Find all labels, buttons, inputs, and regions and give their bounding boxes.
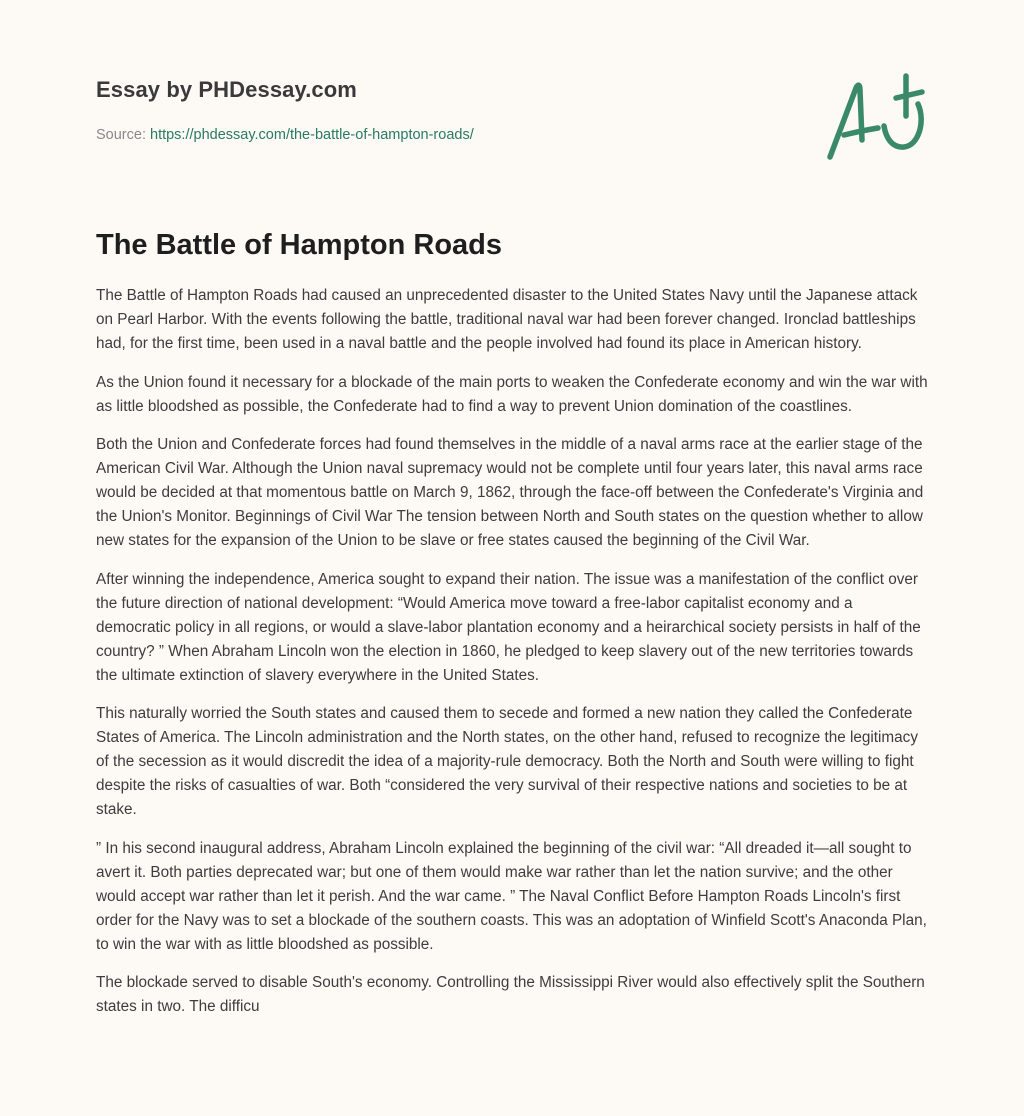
source-link[interactable]: https://phdessay.com/the-battle-of-hampton-roads/ xyxy=(150,127,474,143)
article-paragraph: This naturally worried the South states and caused them to secede and formed a new nation they called the Confederate States of America. The Lincoln administration and the North states, on the other hand, refused to recognize the legitimacy of the secession as it would discredit the idea of a majority-rule democracy. Both the North and South were willing to fight despite the risks of casualties of war. Both “considered the very survival of their respective nations and societies to be at stake. xyxy=(96,705,918,818)
article-paragraph: The Battle of Hampton Roads had caused an unprecedented disaster to the United States Navy until the Japanese attack on Pearl Harbor. With the events following the battle, traditional naval war had been forever changed. Ironclad battleships had, for the first time, been used in a naval battle and the people involved had found its place in American history. xyxy=(96,287,918,352)
site-title: Essay by PHDessay.com xyxy=(96,77,357,102)
article-paragraph: After winning the independence, America sought to expand their nation. The issue was a manifestation of the conflict over the future direction of national development: “Would America move toward a free-labor capitalist economy and a democratic policy in all regions, or would a slave-labor plantation economy and a heirarchical society persists in half of the country? ” When Abraham Lincoln won the election in 1860, he pledged to keep slavery out of the new territories towards the ultimate extinction of slavery everywhere in the United States. xyxy=(96,570,921,684)
source-line xyxy=(96,125,796,145)
article-paragraph: ” In his second inaugural address, Abraham Lincoln explained the beginning of the civil war: “All dreaded it—all sought to avert it. Both parties deprecated war; but one of them would make war rather than let the nation survive; and the other would accept war rather than let it perish. And the war came. ” The Naval Conflict Before Hampton Roads Lincoln's first order for the Navy was to set a blockade of the southern coasts. This was an adoptation of Winfield Scott's Anaconda Plan, to win the war with as little bloodshed as possible. xyxy=(96,839,927,953)
article-paragraph: As the Union found it necessary for a blockade of the main ports to weaken the Confederate economy and win the war with as little bloodshed as possible, the Confederate had to find a way to prevent Union domination of the coastlines. xyxy=(96,373,928,415)
source-label: Source: xyxy=(96,127,150,143)
article-paragraph: Both the Union and Confederate forces had found themselves in the middle of a naval arms race at the earlier stage of the American Civil War. Although the Union naval supremacy would not be complete until four years later, this naval arms race would be decided at that momentous battle on March 9, 1862, through the face-off between the Confederate's Virginia and the Union's Monitor. Beginnings of Civil War The tension between North and South states on the question whether to allow new states for the expansion of the Union to be slave or free states caused the beginning of the Civil War. xyxy=(96,436,924,549)
article-title: The Battle of Hampton Roads xyxy=(96,229,503,261)
a-plus-grade-icon xyxy=(822,68,932,168)
article-paragraph: The blockade served to disable South's economy. Controlling the Mississippi River would also effectively split the Southern states in two. The difficu xyxy=(96,974,925,1015)
page-header xyxy=(96,76,796,145)
article-body xyxy=(96,284,928,1034)
